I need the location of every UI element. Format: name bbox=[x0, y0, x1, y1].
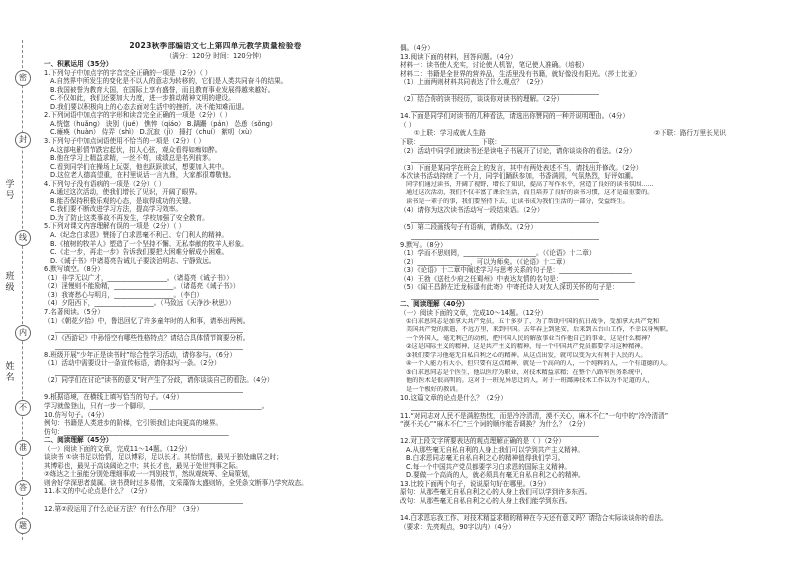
text-line: ④一个人能力有大小，但只要有这点精神，就是一个高尚的人，一个纯粹的人，一个有道德的人。 bbox=[406, 360, 672, 368]
text-line: （1）上面两则材料共同表达了什么观点？（2分） bbox=[400, 78, 547, 87]
text-line: 二、阅读理解（45分） bbox=[44, 436, 113, 445]
text-line: 13.比较下面两个句子，说说原句好在哪里。（3分） bbox=[400, 479, 550, 488]
text-line: 则舍好学深思者莫属。读书费时过多易惰，文采藻饰太盛则矫，全凭条文断事乃学究故态。 bbox=[44, 478, 308, 487]
text-line: C.瘫痪（huàn） 侍弄（shì） D.沉寂（jì） 捶打（chuí） 絮叨（xù） bbox=[50, 128, 256, 137]
text-line: （4）夕阳西下，__________________。（马致远《天净沙·秋思》） bbox=[44, 299, 235, 308]
text-line: 14.下面是同学们对读书的几种看法，请选出你赞同的一种并说明理由。（4分） bbox=[400, 112, 629, 121]
text-line: 6.默写填空。（8分） bbox=[44, 265, 104, 274]
text-line: （2）同学们在讨论“读书的意义”时产生了分歧，请你谈谈自己的看法。（4分） bbox=[44, 376, 274, 385]
left-question-list bbox=[44, 60, 387, 513]
text-line: D.为了防止这类事故不再发生，学校加强了安全教育。 bbox=[50, 213, 209, 222]
text-line: 例句：书籍是人类进步的阶梯，它引领我们走向更高的境界。 bbox=[44, 419, 223, 428]
text-line: ⑤白求恩同志是个医生，他以医疗为职业，对技术精益求精；在整个八路军医务系统中， bbox=[406, 368, 647, 376]
binding-marker: 线 bbox=[15, 230, 31, 246]
text-line: C.我们要不断改进学习方法，提高学习效率。 bbox=[50, 205, 182, 214]
binding-marker: 封 bbox=[15, 132, 31, 148]
right-question-list-b bbox=[400, 138, 752, 181]
text-line: 9.根据语境，在横线上填写恰当的句子。（4分） bbox=[44, 393, 184, 402]
text-line: （2）结合你的读书经历，谈谈你对读书的理解。（2分） bbox=[400, 95, 564, 104]
text-line: A.恍惚（huǎng） 诀别（jué） 憔悴（qiáo） B.蹒跚（pán） 怂恿（sǒng） bbox=[50, 119, 277, 128]
text-line: 仿句：__________________________________________________ bbox=[44, 427, 229, 436]
text-line: B.他在学习上精益求精，一丝不苟，成绩总是名列前茅。 bbox=[50, 154, 215, 163]
text-line: _________________________________________________________ bbox=[55, 342, 243, 351]
right-question-list-d bbox=[400, 394, 752, 531]
text-line: _________________________________________________________ bbox=[55, 384, 243, 393]
text-line: C.不仅如此，我们还要加大力度，进一步推动精神文明的建设。 bbox=[50, 94, 235, 103]
text-line: B.我国被誉为教育大国，在国际上享有盛誉，而且教育事业发展得越来越好。 bbox=[50, 85, 275, 94]
couplet-row bbox=[400, 129, 752, 138]
text-line: 通过这次活动，我们不仅丰富了课余生活，而且培养了良好的读书习惯，这才是最重要的。 bbox=[406, 189, 654, 197]
text-line: （2）淫慢则不能励精，__________________。（诸葛亮《诫子书》） bbox=[44, 282, 240, 291]
text-line: 学习就像登山，只有一步一个脚印，__________________________________。 bbox=[44, 401, 269, 410]
text-line: _________________________________________________________ bbox=[411, 155, 599, 164]
text-line: 偶。（4分） bbox=[400, 44, 434, 52]
couplet-first: ①上联：学习成就人生路 bbox=[414, 129, 486, 138]
text-line: （2）活动中同学们就读书还是读电子书展开了讨论，请你谈谈你的看法。（2分） bbox=[400, 146, 636, 155]
text-line: 2.下列词语中加点字的字形和读音完全正确的一项是（2分）（ ） bbox=[44, 111, 232, 120]
text-line: （2）________________，可以为师矣。（《论语》十二章） bbox=[400, 257, 570, 266]
text-line: 改句：从那些毫无自私自利之心的人身上我们能学到东西。 bbox=[400, 496, 572, 505]
text-line: （4）请你为这次读书活动写一段结束语。（2分） bbox=[400, 206, 544, 215]
text-line: 谈读书 ①读书足以怡情，足以博彩，足以长才。其怡情也，最见于独处幽居之时； bbox=[44, 453, 283, 462]
text-line: _________________________________________________________ bbox=[411, 103, 599, 112]
text-line: （1）《朝花夕拾》中，鲁迅回忆了许多童年时的人和事，请举出两例。 bbox=[44, 316, 250, 325]
text-line: （1）非学无以广才，__________________。（诸葛亮《诫子书》） bbox=[44, 273, 233, 282]
binding-marker: 准 bbox=[15, 440, 31, 456]
text-line: 二、阅读理解（40分） bbox=[400, 300, 469, 309]
text-line: 4.下列句子没有语病的一项是（2分）（ ） bbox=[44, 179, 166, 188]
binding-marker: 题 bbox=[15, 518, 31, 534]
text-line: （3）下面是某同学在班会上的发言，其中有两处表述不当，请找出并修改。（2分） bbox=[400, 163, 643, 172]
left-column bbox=[44, 42, 387, 513]
text-line: （5）第二段画线句子有语病，请修改。（2分） bbox=[400, 223, 537, 232]
text-line: 一、积累运用（35分） bbox=[44, 60, 113, 69]
text-line: _________________________________________________________ bbox=[411, 505, 599, 514]
text-line: “漠不关心”“麻木不仁”三个词的顺序能否调换？为什么？（2分） bbox=[400, 420, 590, 429]
text-line: C.看到同学们在操场上玩耍，他也跃跃欲试，想要加入其中。 bbox=[50, 162, 229, 171]
text-line: _________________________________________________________ bbox=[55, 495, 243, 504]
binding-marker: 答 bbox=[15, 480, 31, 496]
text-line: A.通过这次活动，使我们增长了见识，开阔了眼界。 bbox=[50, 188, 202, 197]
text-line: C.《走一步，再走一步》告诉我们要把大困难分解成小困难。 bbox=[50, 248, 229, 257]
binding-label-name: 姓名 bbox=[5, 362, 15, 383]
text-line: A.这部电影情节跌宕起伏，扣人心弦，观众看得如痴如醉。 bbox=[50, 145, 222, 154]
exam-title: 2023秋季部编语文七上第四单元教学质量检验卷 bbox=[129, 42, 302, 50]
text-line: B.白求恩同志毫无自私自利之心的精神值得我们学习。 bbox=[406, 454, 565, 463]
text-line: 7.名著阅读。（5分） bbox=[44, 307, 104, 316]
text-line: _________________________________________________________ bbox=[411, 402, 599, 411]
binding-dashed-line bbox=[22, 40, 23, 540]
text-line: 12.第②段运用了什么论证方法？有什么作用？（3分） bbox=[44, 504, 204, 513]
text-line: 是一个极好的教训。 bbox=[406, 385, 462, 393]
binding-label-class: 班级 bbox=[5, 272, 15, 293]
text-line: 下联：__________________ 下联：__________________ bbox=[400, 138, 561, 147]
text-line: （1）学而不思则罔，______________________。（《论语》十二章） bbox=[400, 249, 596, 258]
text-line: 10.仿写句子。（4分） bbox=[44, 410, 109, 419]
right-passage-a bbox=[400, 181, 752, 207]
text-line: ③我们要学习他毫无自私自利之心的精神。从这点出发，就可以变为大有利于人民的人。 bbox=[406, 351, 647, 359]
binding-label-student-id: 学号 bbox=[5, 180, 15, 201]
text-line: 11.“对同志对人民不是满腔热忱，而是冷冷清清，漠不关心，麻木不仁”一句中的“冷冷清清” bbox=[400, 411, 669, 420]
text-line: 14.白求恩忘我工作、对技术精益求精的精神在今天还有意义吗？请结合实际谈谈你的看法。 bbox=[400, 514, 668, 523]
text-line: _________________________________________________________ bbox=[55, 367, 243, 376]
text-line: _________________________________________________________ bbox=[411, 214, 599, 223]
text-line: （5）《闻王昌龄左迁龙标遥有此寄》中寄托诗人对友人深切关怀的句子是： bbox=[400, 283, 619, 292]
text-line: A.《纪念白求恩》赞扬了白求恩毫不利己、专门利人的精神。 bbox=[50, 231, 228, 240]
text-line: 9.默写。（8分） bbox=[400, 240, 447, 249]
text-line: C.每一个中国共产党员都要学习白求恩的国际主义精神。 bbox=[406, 462, 571, 471]
text-line: （要求：先亮观点，90字以内）（4分） bbox=[400, 522, 515, 531]
binding-marker: 不 bbox=[15, 400, 31, 416]
text-line: 12.对上段文字所要表达的观点理解正确的是（ ）（2分） bbox=[400, 437, 566, 446]
right-question-list-c bbox=[400, 206, 752, 317]
text-line: _________________________________________________________ bbox=[55, 325, 243, 334]
text-line: D.这位老人德高望重，在村里说话一言九鼎，大家都很尊敬他。 bbox=[50, 171, 236, 180]
text-line: B.《植树的牧羊人》塑造了一个坚持不懈、无私奉献的牧羊人形象。 bbox=[50, 239, 248, 248]
text-line: （1）活动中需要设计一条宣传标语，请你拟写一条。（2分） bbox=[44, 359, 221, 368]
text-line: A.自然界中所发生的变化是不以人的意志为转移的，它们是人类共同奋斗的结果。 bbox=[50, 77, 288, 86]
text-line: _________________________________________________________ bbox=[411, 291, 599, 300]
text-line: 其博彩也，最见于高谈阔论之中；其长才也，最见于处世判事之际。 bbox=[44, 461, 242, 470]
right-question-list-a bbox=[400, 44, 752, 129]
binding-margin bbox=[4, 40, 38, 540]
text-line: B.能否保持积极乐观的心态，是取得成功的关键。 bbox=[50, 196, 196, 205]
text-line: D.我们要以积极向上的心态去面对生活中的挫折，决不能知难而退。 bbox=[50, 102, 249, 111]
binding-marker: 密 bbox=[15, 70, 31, 86]
text-line: 他的医术是很高明的。这对于一班见异思迁的人，对于一班鄙薄技术工作以为不足道的人， bbox=[406, 377, 654, 385]
text-line: 一个外国人，毫无利己的动机，把中国人民的解放事业当作他自己的事业，这是什么精神？ bbox=[406, 334, 654, 342]
text-line: （3）我寄愁心与明月，__________________。（李白） bbox=[44, 290, 204, 299]
text-line: D.要做一个高尚的人，就必须具有毫无自私自利之心的精神。 bbox=[406, 471, 585, 480]
exam-score-time: （满分：120分 时间：120分钟） bbox=[165, 51, 266, 60]
text-line: 读书是一辈子的事，我们要坚持下去，让读书成为我们生活的一部分，受益终生。 bbox=[406, 197, 629, 205]
text-line: ②这是国际主义的精神，这是共产主义的精神，每一个中国共产党员都要学习这种精神。 bbox=[406, 343, 647, 351]
text-line: 11.本文的中心论点是什么？（2分） bbox=[44, 487, 151, 496]
text-line: （ ） bbox=[400, 120, 416, 129]
text-line: 美国共产党的派遣，不远万里，来到中国。去年春上到延安，后来到五台山工作，不幸以身殉职。 bbox=[406, 326, 673, 334]
text-line: 13.阅读下面的材料，回答问题。（4分） bbox=[400, 52, 517, 61]
text-line: 3.下列句子中加点词语使用不恰当的一项是（2分）（ ） bbox=[44, 137, 205, 146]
text-line: A.从那些毫无自私自利的人身上我们可以学到共产主义精神。 bbox=[406, 445, 584, 454]
text-line: （2）《西游记》中孙悟空有哪些性格特点？请结合具体情节简要分析。 bbox=[44, 333, 250, 342]
text-line: 原句：从那些毫无自私自利之心的人身上我们可以学到许多东西。 bbox=[400, 488, 592, 497]
right-passage-b bbox=[400, 318, 752, 395]
text-line: 8.班级开展“少年正是读书时”综合性学习活动，请你参与。（6分） bbox=[44, 350, 237, 359]
text-line: 本次读书活动持续了一个月，同学们踊跃参加，书香满园，气氛热烈，好评如潮。 bbox=[400, 172, 638, 181]
text-line: D.《诫子书》中诸葛亮告诫儿子要淡泊明志、宁静致远。 bbox=[50, 256, 216, 265]
text-line: _________________________________________________________ bbox=[411, 232, 599, 241]
couplet-second: ②下联：路行万里长见识 bbox=[654, 129, 726, 138]
text-line: （一）阅读下面的文章，完成11～14题。（12分） bbox=[44, 444, 192, 453]
text-line: 材料二：书籍是全世界的营养品，生活里没有书籍，就好像没有阳光。（莎士比亚） bbox=[400, 69, 641, 78]
text-line: _________________________________________________________ bbox=[411, 86, 599, 95]
text-line: 材料一：读书使人充实，讨论使人机智，笔记使人准确。（培根） bbox=[400, 61, 588, 70]
text-line: 1.下列句子中加点字的字音完全正确的一项是（2分）（ ） bbox=[44, 68, 212, 77]
right-column bbox=[400, 44, 752, 531]
text-line: （4）王勃《送杜少府之任蜀州》中表达友情的名句是：______________________ bbox=[400, 274, 635, 283]
text-line: _________________________________________________________ bbox=[411, 428, 599, 437]
text-line: （一）阅读下面的文章，完成10～14题。（12分） bbox=[400, 308, 548, 317]
text-line: 10.这篇文章的论点是什么？（2分） bbox=[400, 394, 507, 403]
text-line: （3）《论语》十二章中阐述学习与思考关系的句子是：______________________ bbox=[400, 266, 632, 275]
text-line: 同学们通过读书，开阔了视野，增长了知识，提高了写作水平，营造了良好的读书氛围…… bbox=[406, 180, 654, 188]
text-line: ②练达之士虽能分别处理细事或一一判别枝节，然纵观统筹、全局策划， bbox=[44, 470, 255, 479]
text-line: ①白求恩同志是加拿大共产党员，五十多岁了，为了帮助中国的抗日战争，受加拿大共产党和 bbox=[406, 317, 660, 325]
binding-marker: 内 bbox=[15, 325, 31, 341]
text-line: 5.下列对课文内容理解有误的一项是（2分）（ ） bbox=[44, 222, 186, 231]
